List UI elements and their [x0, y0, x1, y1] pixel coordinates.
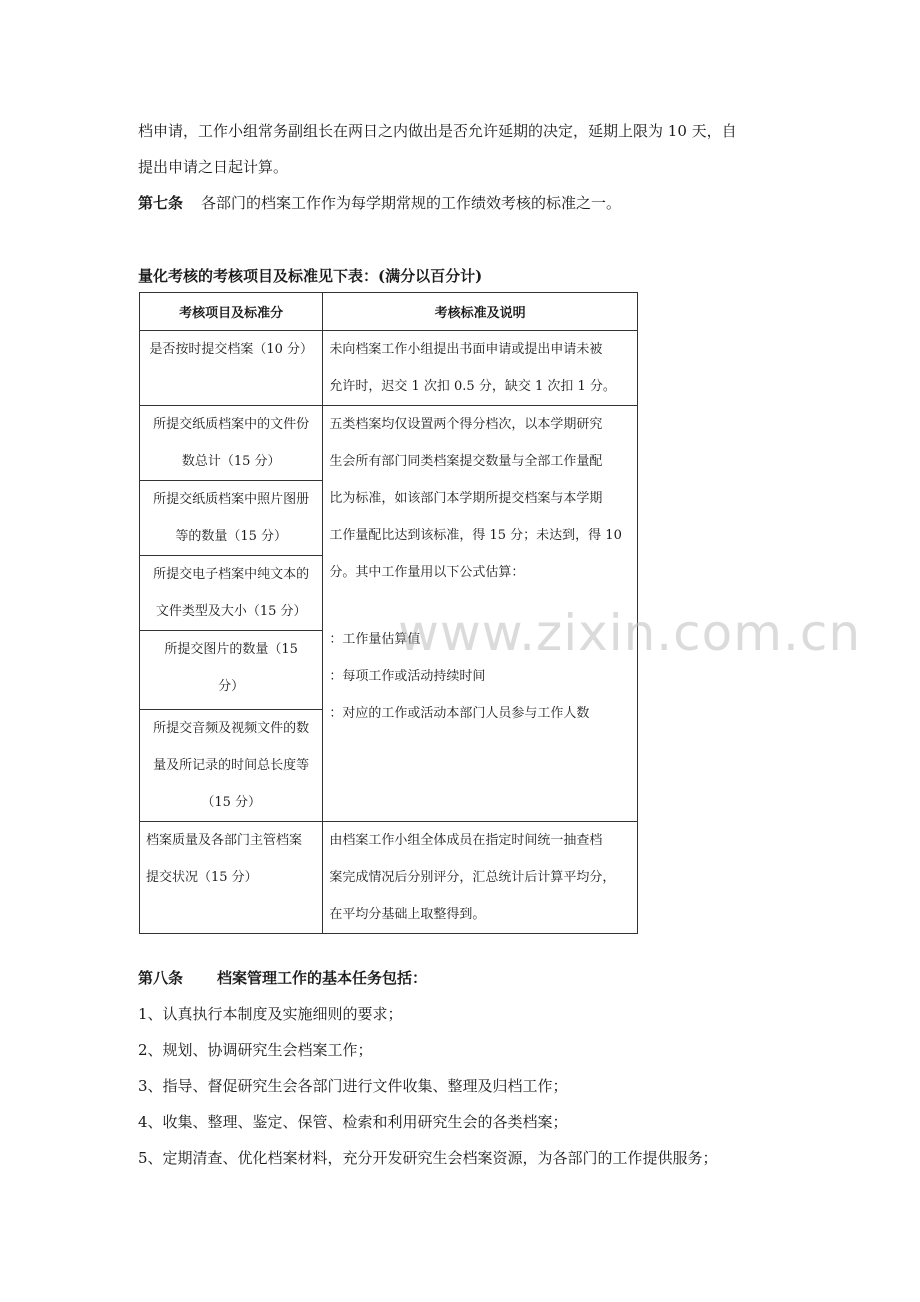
item-line: 提交状况（15 分） [146, 870, 258, 885]
desc-cell [323, 822, 638, 934]
desc-line: 比为标准，如该部门本学期所提交档案与本学期 [329, 491, 603, 506]
article-8-heading [138, 967, 427, 988]
desc-line: 案完成情况后分别评分，汇总统计后计算平均分， [329, 870, 616, 885]
item-line: 所提交音频及视频文件的数 [153, 721, 310, 736]
item-line: （15 分） [201, 795, 262, 810]
item-line: 数总计（15 分） [181, 454, 281, 469]
table-caption: 量化考核的考核项目及标准见下表：(满分以百分计) [138, 267, 483, 285]
item-cell [140, 556, 323, 631]
list-item: 3、指导、督促研究生会各部门进行文件收集、整理及归档工作； [138, 1077, 568, 1095]
table-row [140, 822, 638, 934]
item-line: 文件类型及大小（15 分） [155, 604, 307, 619]
desc-line: 分。其中工作量用以下公式估算： [329, 565, 525, 580]
formula-line: ：对应的工作或活动本部门人员参与工作人数 [329, 706, 590, 721]
header-cell-standard: 考核标准及说明 [323, 293, 638, 331]
list-item: 4、收集、整理、鉴定、保管、检索和利用研究生会的各类档案； [138, 1113, 568, 1131]
article-7-text: 各部门的档案工作作为每学期常规的工作绩效考核的标准之一。 [201, 194, 622, 212]
paragraph-line: 档申请，工作小组常务副组长在两日之内做出是否允许延期的决定，延期上限为 10 天，自 [138, 122, 737, 140]
list-item: 2、规划、协调研究生会档案工作； [138, 1041, 373, 1059]
item-cell [140, 631, 323, 710]
list-item: 1、认真执行本制度及实施细则的要求； [138, 1005, 403, 1023]
item-cell [140, 331, 323, 406]
list-item: 5、定期清查、优化档案材料，充分开发研究生会档案资源，为各部门的工作提供服务； [138, 1149, 718, 1167]
item-line: 所提交图片的数量（15 [164, 642, 298, 657]
formula-line: ：工作量估算值 [329, 632, 421, 647]
formula-line: ：每项工作或活动持续时间 [329, 669, 486, 684]
desc-line: 工作量配比达到该标准，得 15 分；未达到，得 10 [329, 528, 622, 543]
article-7 [138, 192, 621, 213]
item-cell [140, 710, 323, 822]
item-cell [140, 822, 323, 934]
desc-line: 在平均分基础上取整得到。 [329, 907, 486, 922]
header-cell-item: 考核项目及标准分 [140, 293, 323, 331]
item-line: 等的数量（15 分） [175, 529, 288, 544]
desc-line: 由档案工作小组全体成员在指定时间统一抽查档 [329, 833, 603, 848]
desc-line: 允许时，迟交 1 次扣 0.5 分，缺交 1 次扣 1 分。 [329, 379, 616, 394]
article-8-title: 档案管理工作的基本任务包括： [217, 969, 428, 987]
item-line: 分） [218, 679, 245, 694]
item-cell [140, 406, 323, 481]
desc-line: 五类档案均仅设置两个得分档次，以本学期研究 [329, 417, 603, 432]
desc-cell [323, 331, 638, 406]
desc-line: 未向档案工作小组提出书面申请或提出申请未被 [329, 342, 603, 357]
paragraph-line: 提出申请之日起计算。 [138, 158, 289, 176]
watermark: www.zixin.com.cn [398, 604, 862, 662]
item-line: 所提交纸质档案中的文件份 [153, 417, 310, 432]
item-line: 所提交纸质档案中照片图册 [153, 492, 310, 507]
item-line: 所提交电子档案中纯文本的 [153, 567, 310, 582]
table-row [140, 406, 638, 481]
item-cell [140, 481, 323, 556]
item-line: 档案质量及各部门主管档案 [146, 833, 303, 848]
article-7-label: 第七条 [138, 194, 184, 212]
table-row [140, 331, 638, 406]
table-header-row [140, 293, 638, 331]
item-line: 量及所记录的时间总长度等 [153, 758, 310, 773]
article-8-label: 第八条 [138, 969, 184, 987]
desc-line: 生会所有部门同类档案提交数量与全部工作量配 [329, 454, 603, 469]
item-line: 是否按时提交档案（10 分） [149, 342, 314, 357]
